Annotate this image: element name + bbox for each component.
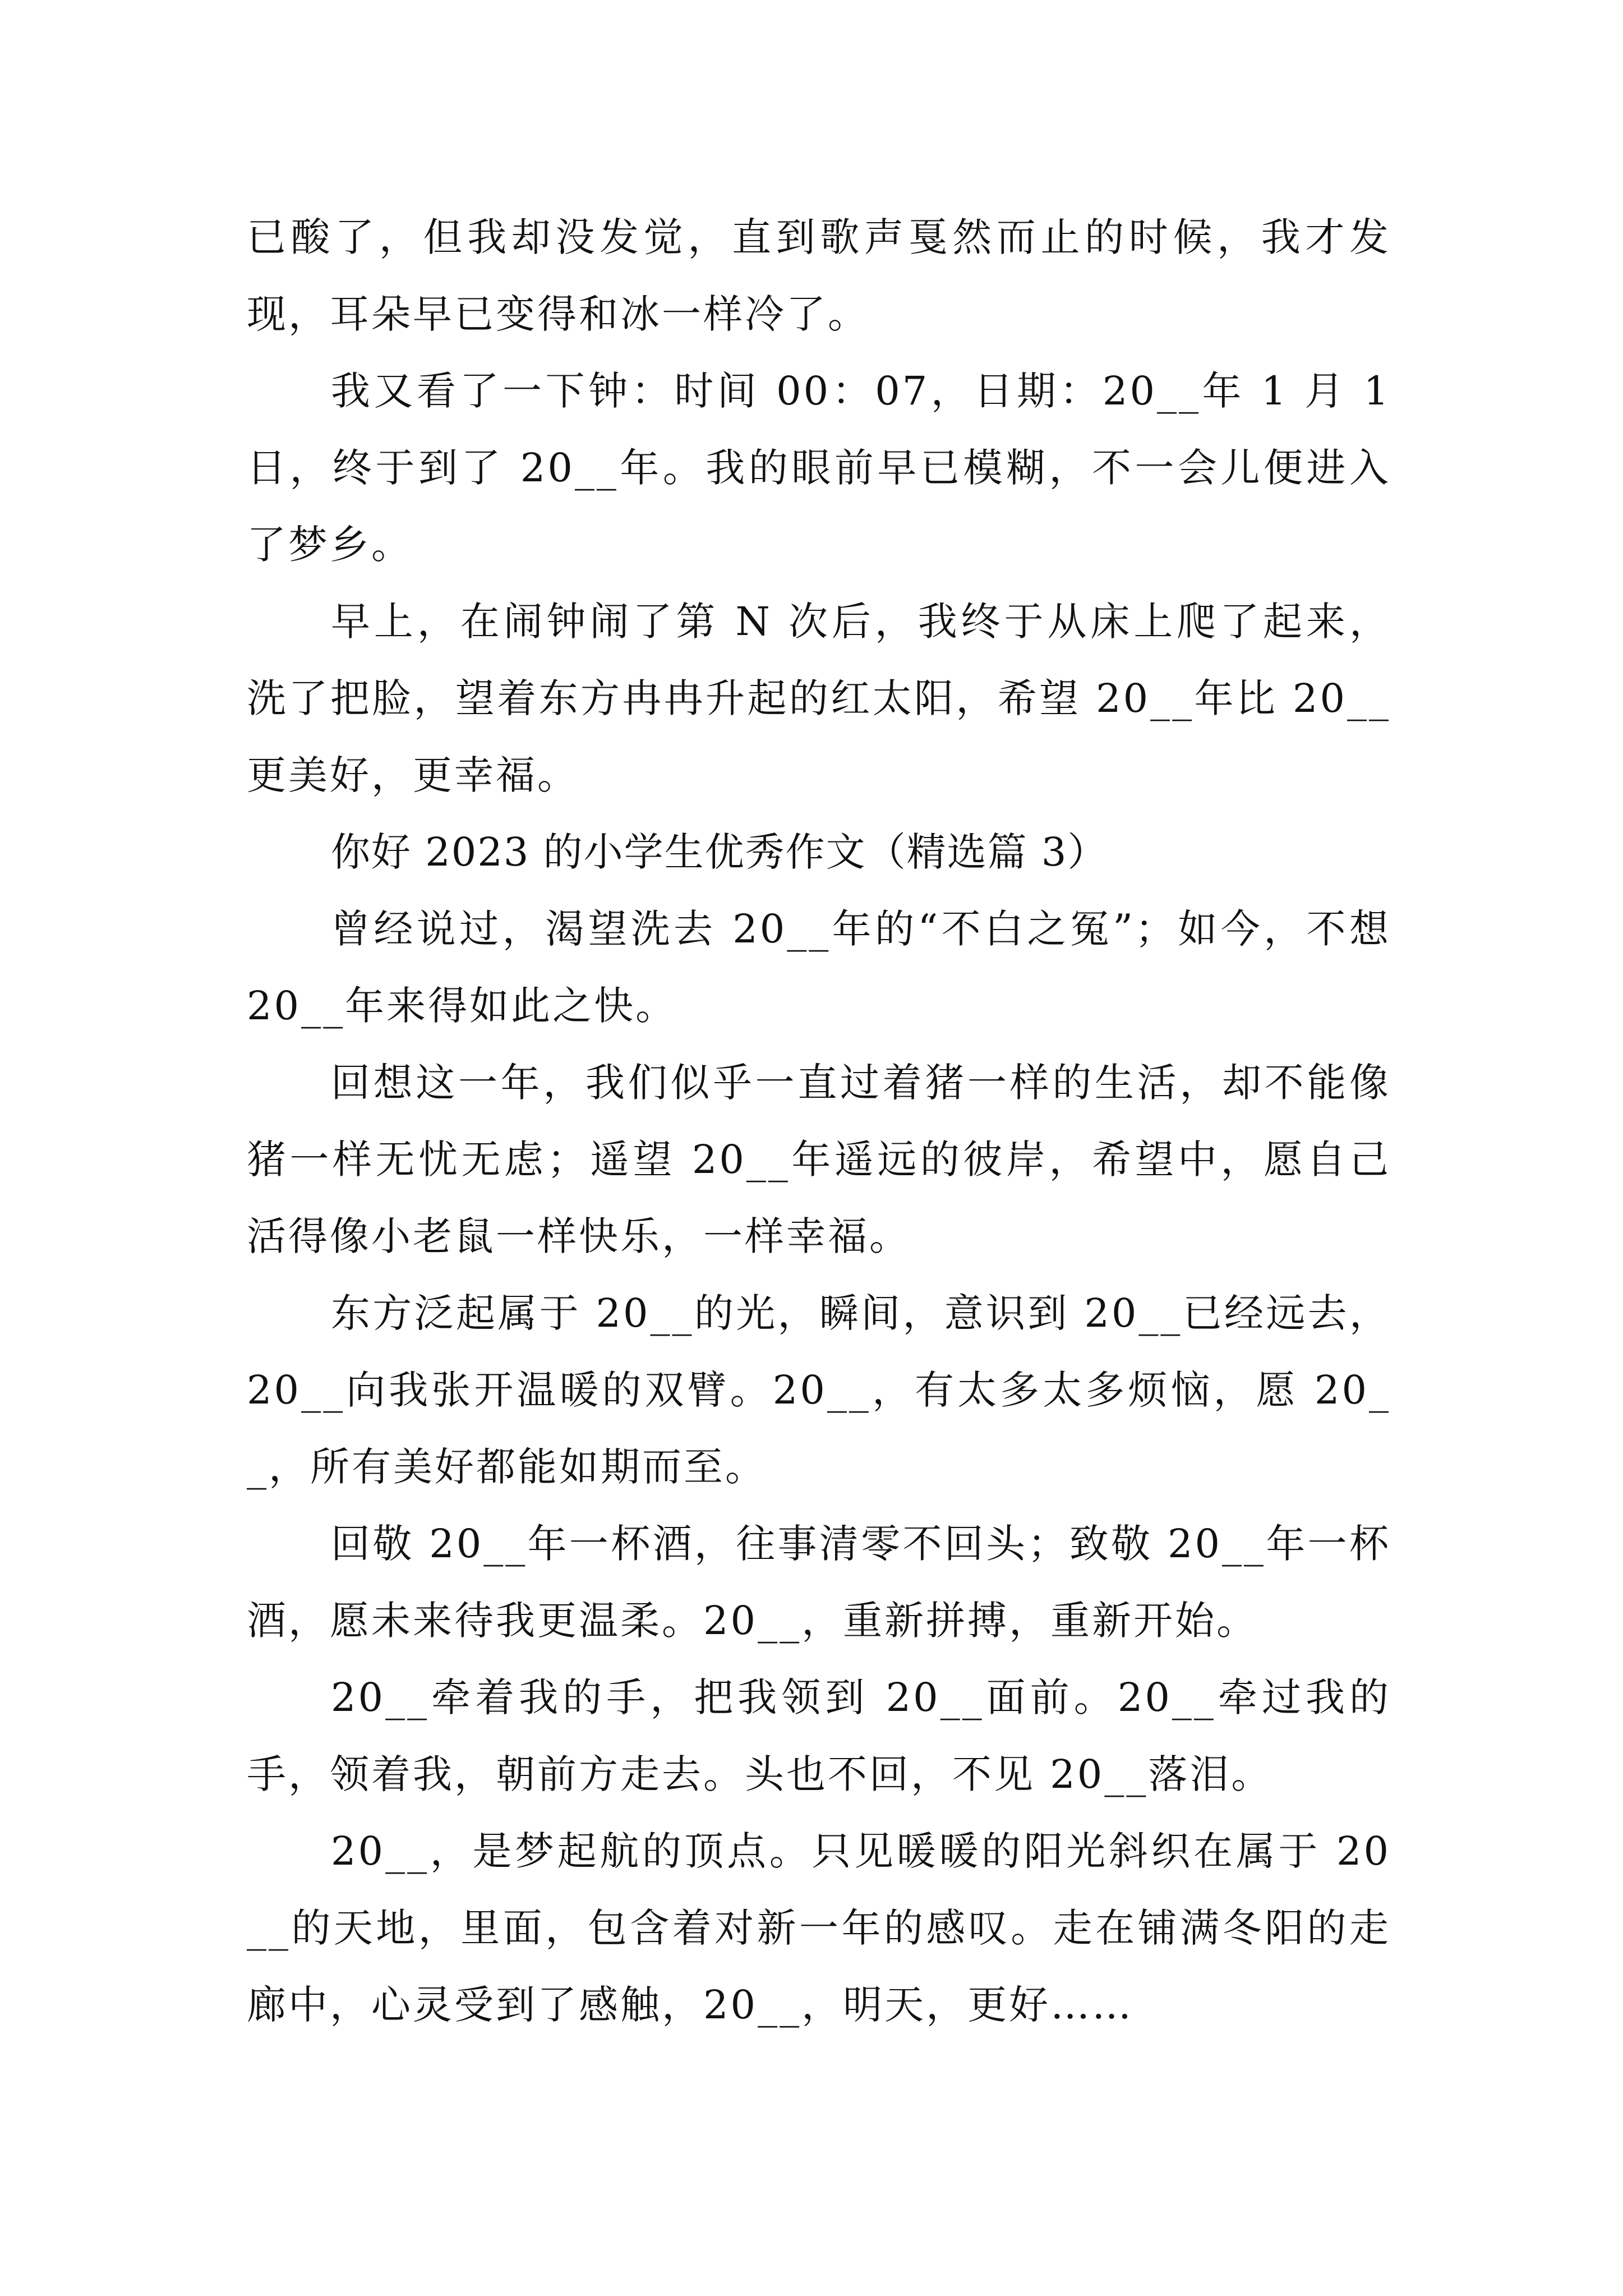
- document-body: [247, 199, 1391, 2044]
- paragraph-continuation: 已酸了，但我却没发觉，直到歌声戛然而止的时候，我才发现，耳朵早已变得和冰一样冷了。: [247, 214, 1391, 337]
- paragraph-looking-back: 回想这一年，我们似乎一直过着猪一样的生活，却不能像猪一样无忧无虑；遥望 20__年遥远的彼岸，希望中，愿自己活得像小老鼠一样快乐，一样幸福。: [247, 1060, 1391, 1259]
- paragraph-holding-hand: 20__牵着我的手，把我领到 20__面前。20__牵过我的手，领着我，朝前方走去。头也不回，不见 20__落泪。: [247, 1674, 1391, 1797]
- paragraph-clock-time: 我又看了一下钟：时间 00：07，日期：20__年 1 月 1 日，终于到了 20__年。我的眼前早已模糊，不一会儿便进入了梦乡。: [247, 368, 1391, 568]
- paragraph-once-said: 曾经说过，渴望洗去 20__年的“不白之冤”；如今，不想 20__年来得如此之快。: [247, 906, 1391, 1029]
- paragraph-morning: 早上，在闹钟闹了第 N 次后，我终于从床上爬了起来，洗了把脸，望着东方冉冉升起的红太阳，希望 20__年比 20__更美好，更幸福。: [247, 599, 1391, 798]
- section-heading: 你好 2023 的小学生优秀作文（精选篇 3）: [331, 829, 1108, 875]
- paragraph-toast: 回敬 20__年一杯酒，往事清零不回头；致敬 20__年一杯酒，愿未来待我更温柔。20__，重新拼搏，重新开始。: [247, 1521, 1391, 1644]
- paragraph-dream-set-sail: 20__，是梦起航的顶点。只见暖暖的阳光斜织在属于 20__的天地，里面，包含着对新一年的感叹。走在铺满冬阳的走廊中，心灵受到了感触，20__，明天，更好……: [247, 1828, 1391, 2028]
- paragraph-east-light: 东方泛起属于 20__的光，瞬间，意识到 20__已经远去，20__向我张开温暖的双臂。20__，有太多太多烦恼，愿 20__，所有美好都能如期而至。: [247, 1290, 1391, 1490]
